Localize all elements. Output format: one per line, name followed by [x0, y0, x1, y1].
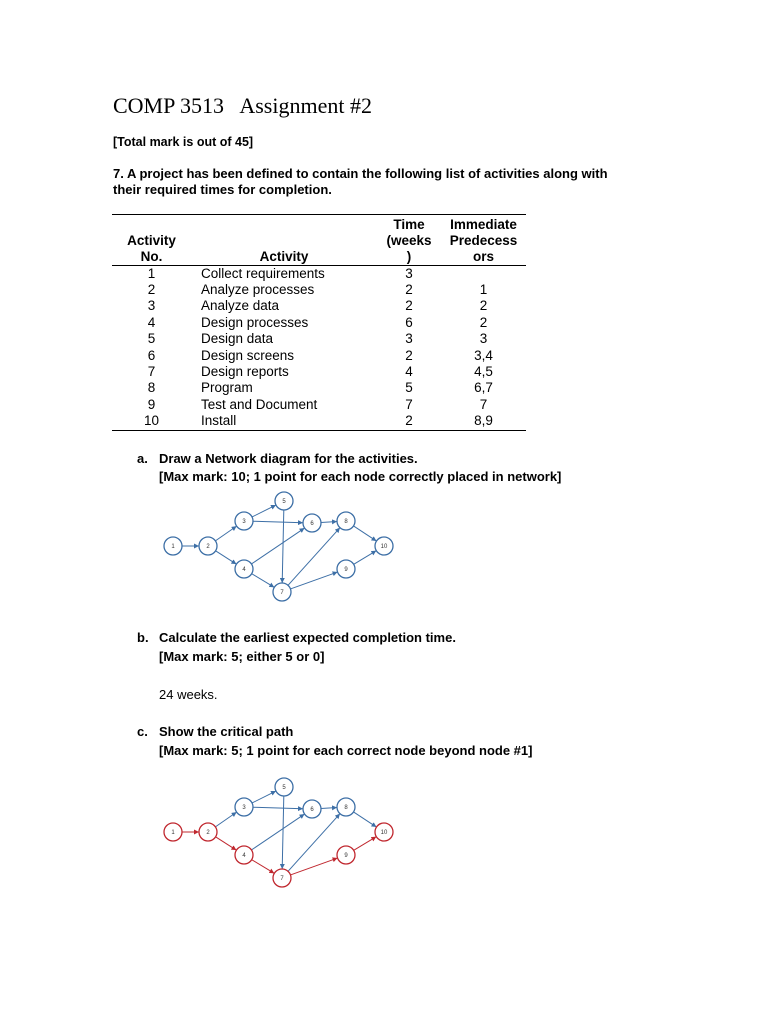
node-label: 6: [310, 807, 314, 813]
part-c-line-2: [Max mark: 5; 1 point for each correct node beyond node #1]: [159, 743, 533, 758]
edge-5-7: [282, 510, 284, 583]
edge-6-8: [321, 522, 337, 523]
node-label: 4: [242, 567, 246, 573]
node-label: 10: [380, 544, 388, 550]
part-c-line-1: Show the critical path: [159, 724, 294, 739]
table-row: 5 Design data 3 3: [147, 331, 488, 347]
header-activity-no: Activity No.: [127, 232, 176, 264]
node-3: [235, 512, 253, 530]
node-2: [199, 537, 217, 555]
table-row: 10 Install 2 8,9: [143, 413, 493, 429]
activity-table: [112, 214, 526, 431]
total-mark: [Total mark is out of 45]: [113, 135, 254, 149]
node-1: [164, 537, 182, 555]
node-label: 1: [171, 830, 175, 836]
node-1: [164, 823, 182, 841]
edge-3-5: [252, 505, 276, 517]
table-row: 6 Design screens 2 3,4: [147, 347, 493, 363]
node-5: [275, 778, 293, 796]
node-label: 3: [242, 805, 246, 811]
edge-2-3: [215, 526, 236, 541]
page-title: COMP 3513 Assignment #2: [113, 93, 372, 118]
node-10: [375, 823, 393, 841]
part-b-line-2: [Max mark: 5; either 5 or 0]: [159, 649, 325, 664]
table-row: 7 Design reports 4 4,5: [147, 363, 493, 379]
node-label: 7: [280, 590, 284, 596]
edge-4-6: [251, 814, 304, 850]
node-2: [199, 823, 217, 841]
edge-3-6: [253, 521, 303, 522]
table-row: 8 Program 5 6,7: [147, 380, 493, 396]
node-9: [337, 560, 355, 578]
node-10: [375, 537, 393, 555]
edge-3-5: [252, 791, 276, 803]
edge-7-8: [288, 528, 340, 586]
header-predecessors: Immediate Predecess ors: [449, 216, 518, 264]
edge-3-6: [253, 807, 303, 808]
table-row: 4 Design processes 6 2: [147, 314, 488, 330]
table-row: 2 Analyze processes 2 1: [147, 281, 488, 297]
node-label: 7: [280, 876, 284, 882]
part-c-label: c.: [137, 724, 148, 739]
node-7: [273, 869, 291, 887]
edge-7-8: [288, 814, 340, 872]
node-label: 8: [344, 805, 348, 811]
table-row: 1 Collect requirements 3: [147, 265, 413, 281]
header-time: Time (weeks ): [386, 216, 432, 264]
node-9: [337, 846, 355, 864]
edge-2-4: [216, 551, 237, 564]
node-3: [235, 798, 253, 816]
node-4: [235, 560, 253, 578]
edge-8-10: [354, 812, 377, 827]
question-line-1: 7. A project has been defined to contain the following list of activities along with: [113, 166, 608, 181]
node-8: [337, 512, 355, 530]
node-4: [235, 846, 253, 864]
node-6: [303, 514, 321, 532]
part-a-line-2: [Max mark: 10; 1 point for each node correctly placed in network]: [159, 469, 562, 484]
table-bottom-rule: [112, 430, 526, 431]
edge-4-6: [251, 528, 304, 564]
part-b-label: b.: [137, 630, 149, 645]
edge-4-7: [252, 860, 275, 874]
edge-2-4: [216, 837, 237, 850]
node-label: 8: [344, 519, 348, 525]
node-5: [275, 492, 293, 510]
node-label: 9: [344, 567, 348, 573]
critical-path-diagram: [150, 776, 410, 894]
edge-6-8: [321, 808, 337, 809]
edge-8-10: [354, 526, 377, 541]
edge-2-3: [215, 812, 236, 827]
node-label: 2: [206, 830, 210, 836]
node-6: [303, 800, 321, 818]
table-row: 3 Analyze data 2 2: [147, 298, 488, 314]
node-label: 2: [206, 544, 210, 550]
node-label: 5: [282, 785, 286, 791]
question-line-2: their required times for completion.: [113, 182, 332, 197]
edge-9-10: [354, 837, 377, 851]
edge-5-7: [282, 796, 284, 869]
node-label: 6: [310, 521, 314, 527]
edge-9-10: [354, 551, 377, 565]
node-label: 9: [344, 853, 348, 859]
edge-4-7: [252, 574, 275, 588]
table-row: 9 Test and Document 7 7: [147, 396, 488, 412]
node-label: 1: [171, 544, 175, 550]
part-a-line-1: Draw a Network diagram for the activities.: [159, 451, 418, 466]
node-7: [273, 583, 291, 601]
node-label: 10: [380, 830, 388, 836]
node-label: 3: [242, 519, 246, 525]
network-diagram: [150, 490, 410, 608]
header-activity: Activity: [259, 248, 309, 264]
node-8: [337, 798, 355, 816]
part-a-label: a.: [137, 451, 148, 466]
part-b-answer: 24 weeks.: [159, 687, 218, 702]
node-label: 5: [282, 499, 286, 505]
node-label: 4: [242, 853, 246, 859]
part-b-line-1: Calculate the earliest expected completion time.: [159, 630, 456, 645]
